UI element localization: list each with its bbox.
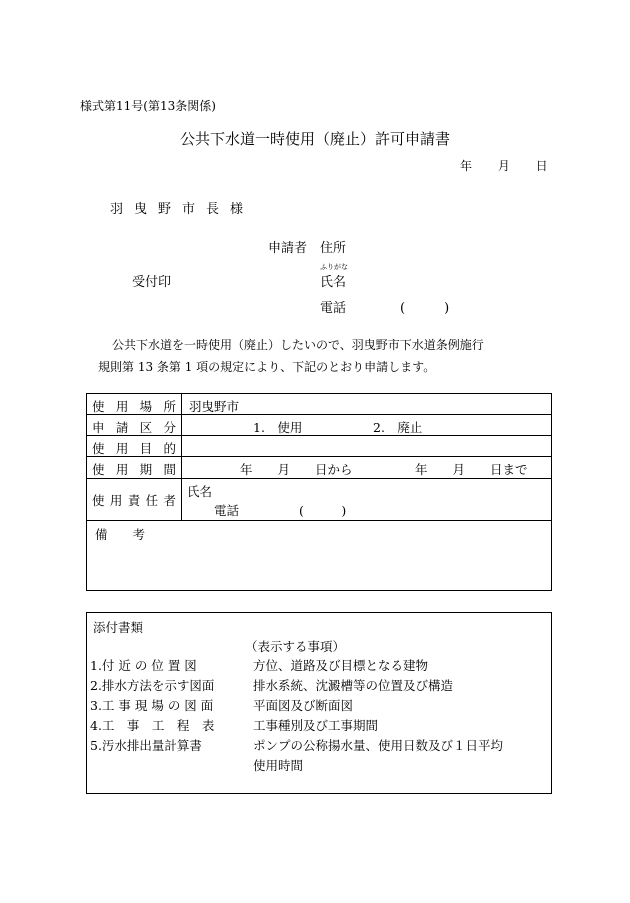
category-option-discontinue: 2. 廃止 [373, 420, 423, 435]
category-label: 申請区分 [92, 420, 176, 435]
request-statement-line-2: 規則第 13 条第 1 項の規定により、下記のとおり申請します。 [98, 360, 436, 374]
place-label: 使用場所 [92, 399, 176, 414]
remarks-label: 備 考 [95, 527, 146, 542]
attachments-heading: 添付書類 [93, 620, 144, 635]
attachment-doc: 1.付 近 の 位 置 図 [90, 658, 197, 673]
phone-label: 電話 [320, 301, 347, 316]
attachments-subheading: （表示する事項） [245, 639, 346, 654]
attachment-doc: 2.排水方法を示す図面 [90, 678, 215, 693]
application-table [86, 393, 552, 591]
table-column-divider [181, 394, 182, 520]
form-title: 公共下水道一時使用（廃止）許可申請書 [179, 130, 450, 148]
row-divider [87, 520, 551, 521]
attachments-box [86, 612, 552, 794]
name-label: 氏名 [320, 275, 347, 290]
purpose-label: 使用目的 [92, 441, 176, 456]
request-statement-line-1: 公共下水道を一時使用（廃止）したいので、羽曳野市下水道条例施行 [112, 338, 484, 352]
applicant-label: 申請者 [268, 241, 308, 256]
period-label: 使用期間 [92, 462, 176, 477]
place-value: 羽曳野市 [189, 399, 240, 414]
date-line: 年 月 日 [460, 159, 548, 173]
reception-stamp-label: 受付印 [132, 275, 172, 290]
manager-phone-parentheses: ( ) [299, 503, 347, 518]
period-to: 年 月 日まで [415, 462, 528, 477]
attachment-content: 排水系統、沈澱槽等の位置及び構造 [253, 678, 454, 693]
furigana-label: ふりがな [320, 263, 348, 271]
row-divider [87, 478, 551, 479]
manager-name-label: 氏名 [187, 484, 213, 499]
attachment-doc: 5.汚水排出量計算書 [90, 738, 202, 753]
attachment-content: 平面図及び断面図 [253, 698, 354, 713]
attachment-content: 工事種別及び工事期間 [253, 718, 379, 733]
address-label: 住所 [320, 241, 347, 256]
period-from: 年 月 日から [240, 462, 353, 477]
phone-parentheses: ( ) [400, 301, 450, 316]
attachment-content-continuation: 使用時間 [253, 758, 304, 773]
manager-phone-label: 電話 [214, 503, 240, 518]
addressee: 羽曳野市長様 [110, 202, 255, 217]
form-number: 様式第11号(第13条関係) [80, 99, 216, 113]
attachment-doc: 4.工 事 工 程 表 [90, 718, 215, 733]
category-option-use: 1. 使用 [253, 420, 303, 435]
attachment-doc: 3.工 事 現 場 の 図 面 [90, 698, 214, 713]
request-statement [98, 334, 538, 378]
manager-label: 使用責任者 [92, 493, 176, 508]
attachment-content: 方位、道路及び目標となる建物 [253, 658, 429, 673]
attachment-content: ポンプの公称揚水量、使用日数及び１日平均 [253, 738, 504, 753]
